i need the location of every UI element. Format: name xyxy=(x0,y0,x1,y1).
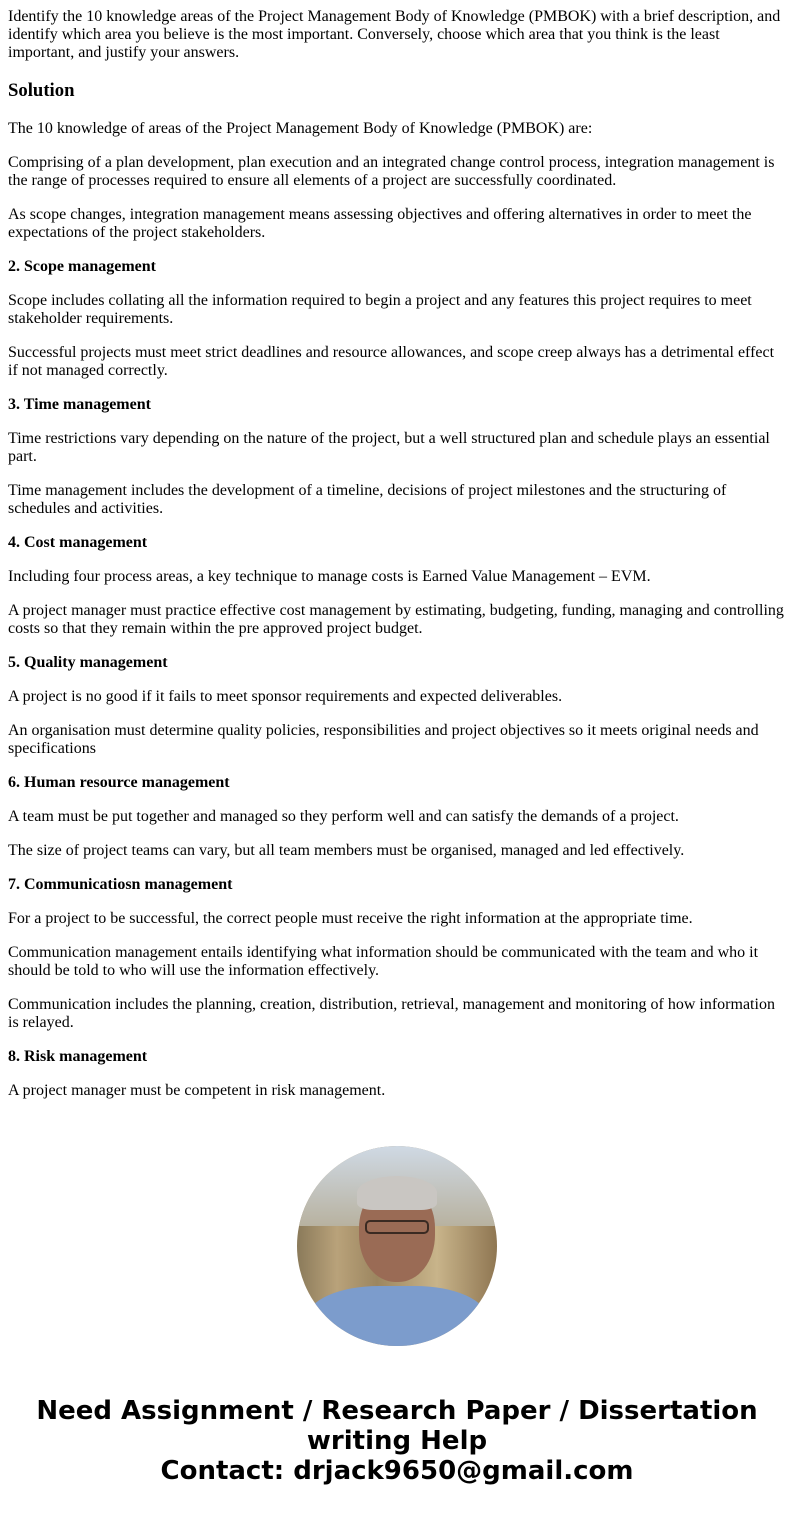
section-paragraph: The size of project teams can vary, but all team members must be organised, managed and led effectively. xyxy=(8,842,685,859)
section-paragraph: Time management includes the development of a timeline, decisions of project milestones and the structuring of schedules and activities. xyxy=(8,482,727,517)
section-paragraph: A project manager must practice effective cost management by estimating, budgeting, funding, managing and controlling costs so that they remain within the pre approved project budget. xyxy=(8,602,784,637)
question-text: Identify the 10 knowledge areas of the Project Management Body of Knowledge (PMBOK) with a brief description, and identify which area you believe is the most important. Conversely, choose which area that you think is the least important, and justify your answers. xyxy=(8,8,781,61)
banner-contact: Contact: drjack9650@gmail.com xyxy=(160,1456,634,1486)
section-title xyxy=(8,534,786,552)
section-title-text: 3. Time management xyxy=(8,396,151,413)
solution-heading: Solution xyxy=(8,80,75,101)
section-title xyxy=(8,876,786,894)
section-title xyxy=(8,396,786,414)
section-paragraph: A project manager must be competent in risk management. xyxy=(8,1082,386,1099)
sections xyxy=(8,154,786,1100)
section-paragraph: Communication management entails identifying what information should be communicated with the team and who it should be told to who will use the information effectively. xyxy=(8,944,759,979)
section-paragraph: Scope includes collating all the information required to begin a project and any features this project requires to meet stakeholder requirements. xyxy=(8,292,752,327)
author-photo-wrap xyxy=(0,1146,794,1346)
section-paragraph: As scope changes, integration management means assessing objectives and offering alternatives in order to meet the expectations of the project stakeholders. xyxy=(8,206,752,241)
section-paragraph: For a project to be successful, the correct people must receive the right information at the appropriate time. xyxy=(8,910,693,927)
intro-text: The 10 knowledge of areas of the Project Management Body of Knowledge (PMBOK) are: xyxy=(8,120,593,137)
section-title-text: 2. Scope management xyxy=(8,258,156,275)
section-title xyxy=(8,654,786,672)
section-title-text: 8. Risk management xyxy=(8,1048,148,1065)
section-title-text: 6. Human resource management xyxy=(8,774,230,791)
section-title xyxy=(8,774,786,792)
section-paragraph: Comprising of a plan development, plan execution and an integrated change control process, integration management is the range of processes required to ensure all elements of a project are successfully coordinated. xyxy=(8,154,775,189)
section-title-text: 5. Quality management xyxy=(8,654,168,671)
section-paragraph: Including four process areas, a key technique to manage costs is Earned Value Management – EVM. xyxy=(8,568,651,585)
author-photo xyxy=(297,1146,497,1346)
contact-banner xyxy=(0,1396,794,1486)
banner-line-1: Need Assignment / Research Paper / Dissertation writing Help xyxy=(36,1396,758,1456)
section-paragraph: A team must be put together and managed so they perform well and can satisfy the demands of a project. xyxy=(8,808,679,825)
section-title-text: 7. Communicatiosn management xyxy=(8,876,233,893)
section-paragraph: Communication includes the planning, creation, distribution, retrieval, management and monitoring of how information is relayed. xyxy=(8,996,775,1031)
section-title xyxy=(8,1048,786,1066)
section-paragraph: A project is no good if it fails to meet sponsor requirements and expected deliverables. xyxy=(8,688,563,705)
section-paragraph: Successful projects must meet strict deadlines and resource allowances, and scope creep always has a detrimental effect if not managed correctly. xyxy=(8,344,775,379)
section-title xyxy=(8,258,786,276)
section-paragraph: Time restrictions vary depending on the nature of the project, but a well structured plan and schedule plays an essential part. xyxy=(8,430,770,465)
section-paragraph: An organisation must determine quality policies, responsibilities and project objectives so it meets original needs and specifications xyxy=(8,722,759,757)
section-title-text: 4. Cost management xyxy=(8,534,148,551)
